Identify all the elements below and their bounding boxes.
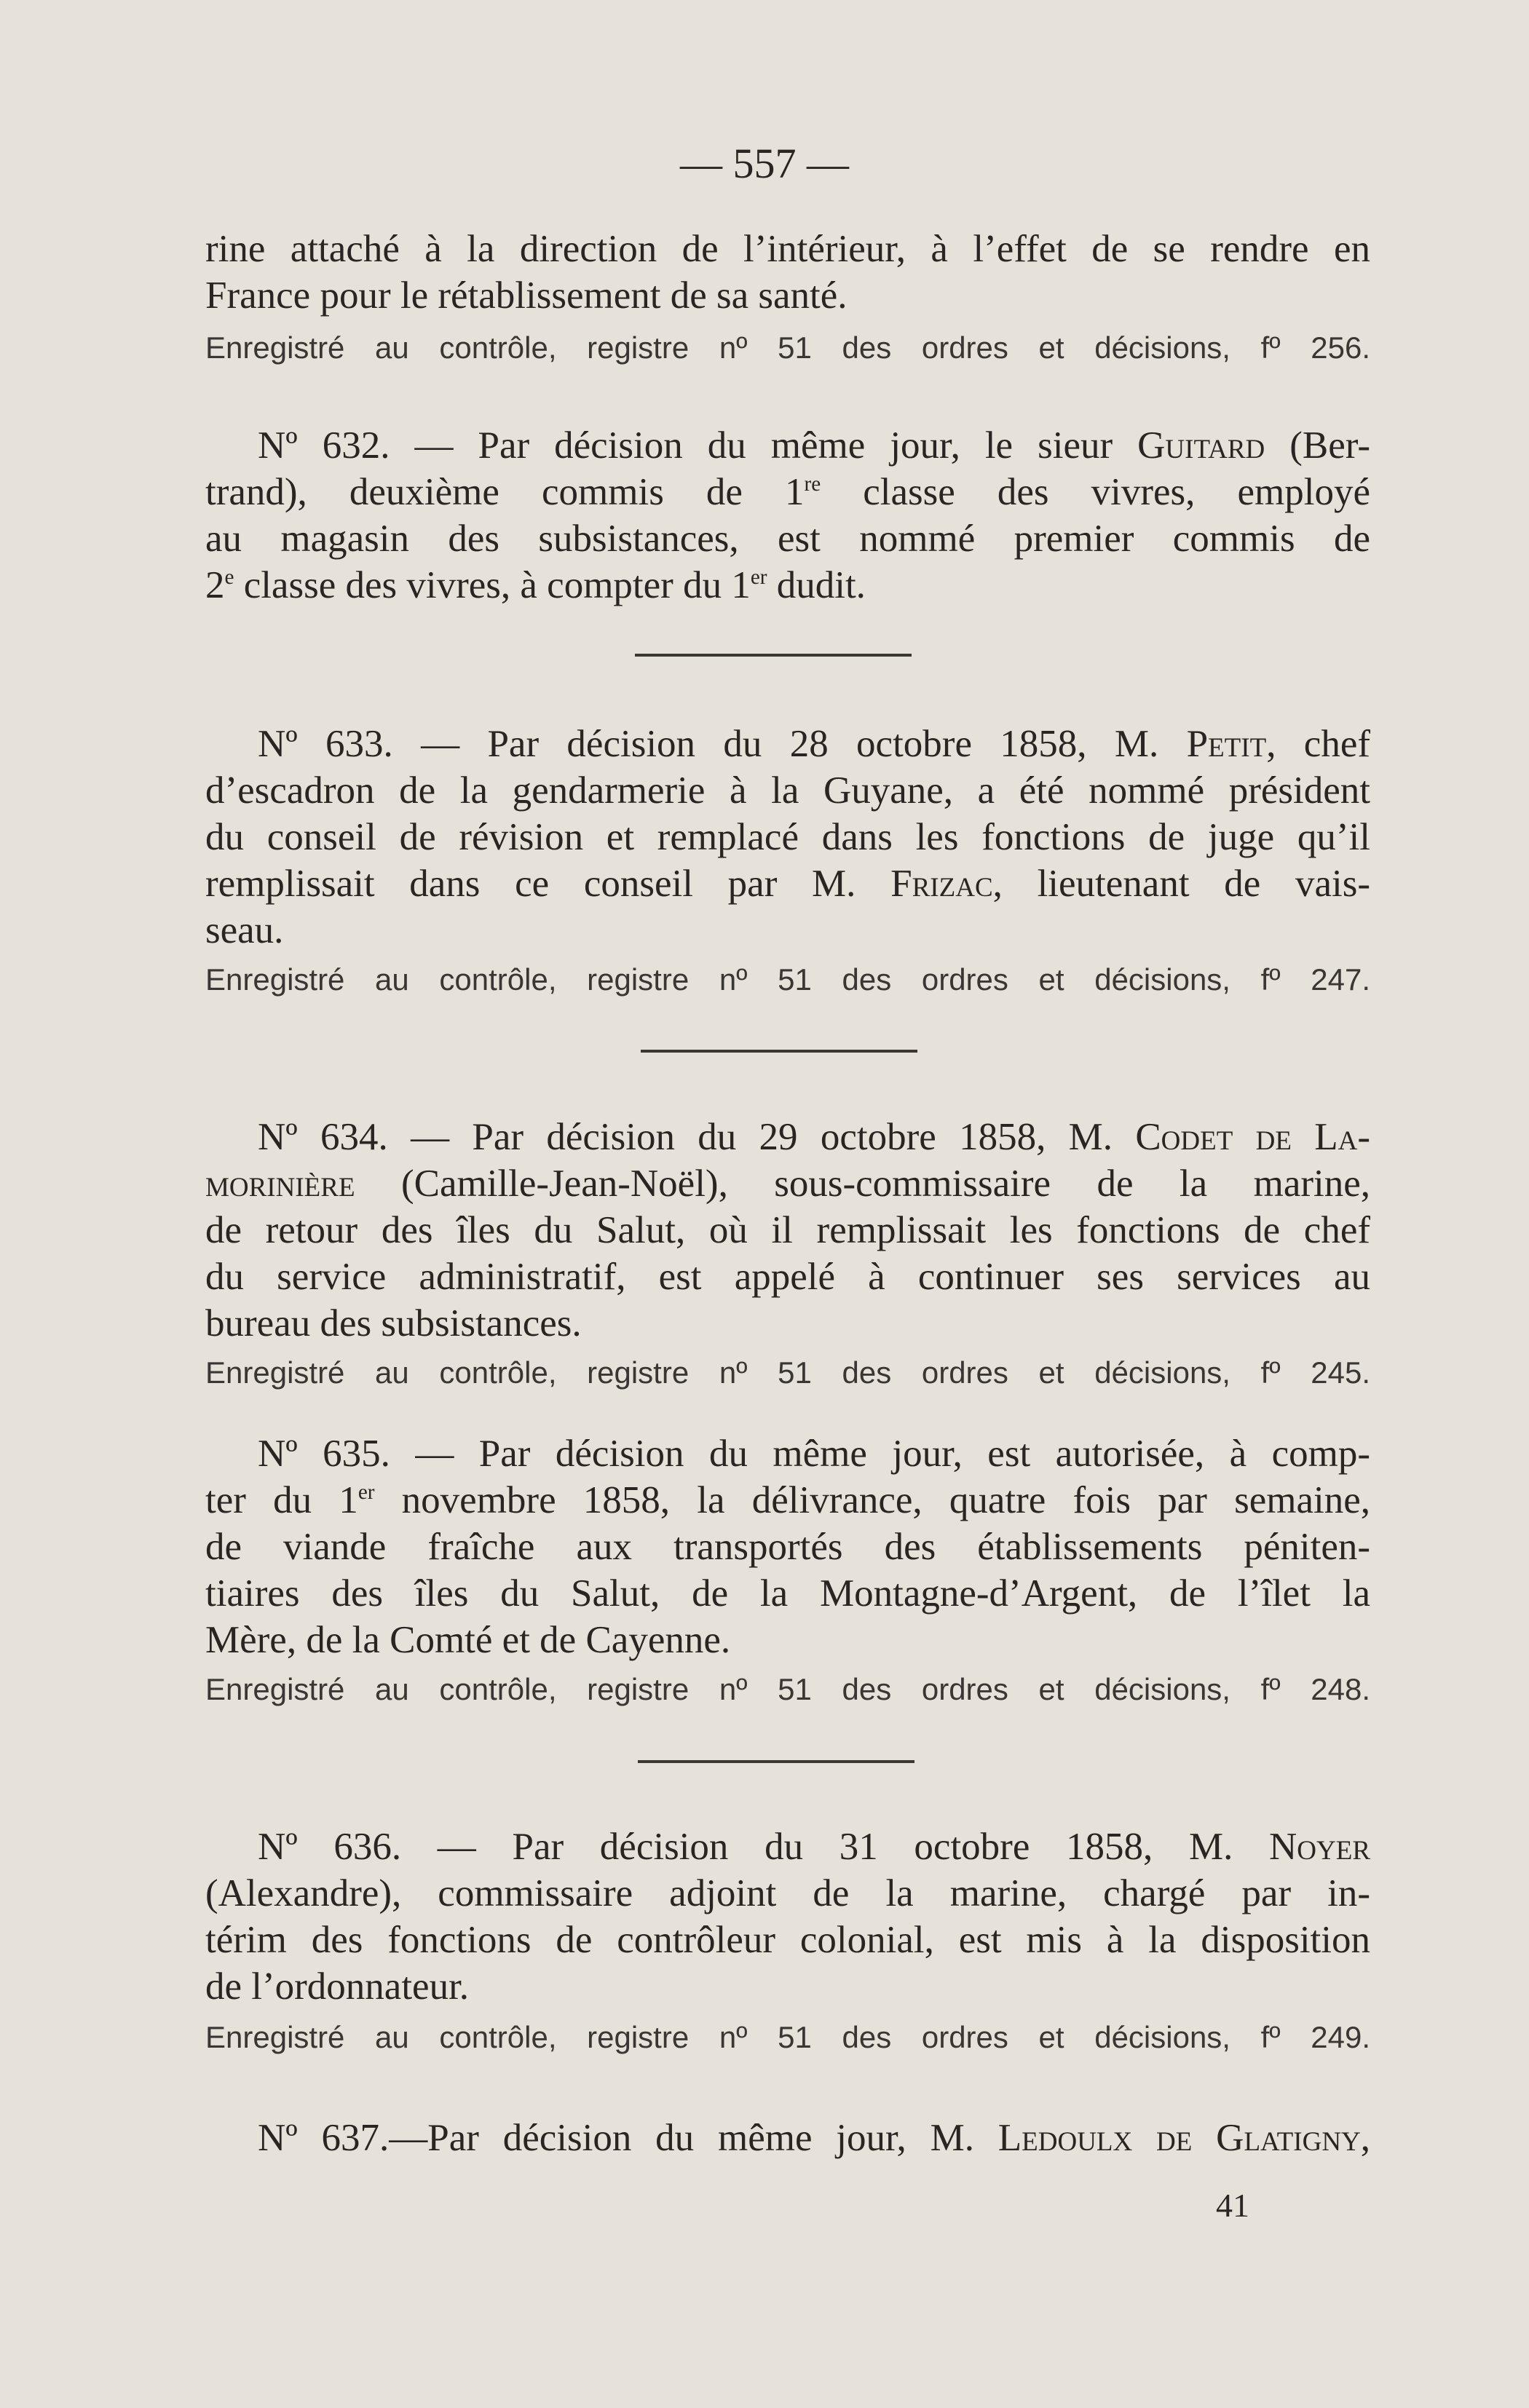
person-name: Petit	[1186, 723, 1267, 765]
registration-note: Enregistré au contrôle, registre nº 51 des ordres et décisions, fº 256.	[205, 330, 1370, 365]
text-segment: (Ber-	[1265, 424, 1370, 467]
text-line	[205, 562, 1370, 609]
person-name: morinière	[205, 1163, 355, 1205]
text-segment: 2	[205, 564, 225, 606]
text-line: Mère, de la Comté et de Cayenne.	[205, 1619, 731, 1661]
text-line: du service administratif, est appelé à continuer ses services au	[205, 1256, 1370, 1298]
text-line	[205, 2115, 1370, 2161]
text-line: France pour le rétablissement de sa santé.	[205, 274, 848, 317]
text-line	[205, 1477, 1370, 1524]
text-line: térim des fonctions de contrôleur colonial, est mis à la disposition	[205, 1919, 1370, 1961]
text-line	[205, 469, 1370, 515]
text-line	[205, 1114, 1370, 1160]
registration-note: Enregistré au contrôle, registre nº 51 des ordres et décisions, fº 248.	[205, 1672, 1370, 1706]
person-name: Frizac	[890, 863, 993, 905]
text-segment: Nº 634. — Par décision du 29 octobre 1858, M.	[258, 1116, 1136, 1158]
decision-634	[205, 1114, 1370, 1393]
text-segment: ter du 1	[205, 1479, 358, 1521]
text-line	[205, 1160, 1370, 1207]
text-line	[205, 1823, 1370, 1870]
text-segment: novembre 1858, la délivrance, quatre fois par semaine,	[374, 1479, 1370, 1521]
text-segment: , chef	[1266, 723, 1370, 765]
decision-633	[205, 721, 1370, 1000]
text-line: bureau des subsistances.	[205, 1302, 582, 1344]
registration-note: Enregistré au contrôle, registre nº 51 des ordres et décisions, fº 247.	[205, 962, 1370, 997]
signature-mark: 41	[1216, 2187, 1249, 2224]
person-name: Guitard	[1137, 424, 1265, 467]
section-divider	[641, 1050, 917, 1053]
decision-632	[205, 422, 1370, 609]
text-line: d’escadron de la gendarmerie à la Guyane, a été nommé président	[205, 769, 1370, 812]
registration-note: Enregistré au contrôle, registre nº 51 des ordres et décisions, fº 249.	[205, 2020, 1370, 2054]
superscript: er	[750, 566, 767, 590]
text-segment: Nº 632. — Par décision du même jour, le sieur	[258, 424, 1138, 467]
text-line: tiaires des îles du Salut, de la Montagne-d’Argent, de l’îlet la	[205, 1572, 1370, 1615]
text-segment: (Camille-Jean-Noël), sous-commissaire de la marine,	[355, 1163, 1370, 1205]
text-segment: remplissait dans ce conseil par M.	[205, 863, 891, 905]
section-divider	[638, 1760, 914, 1763]
text-segment: Nº 636. — Par décision du 31 octobre 1858, M.	[258, 1826, 1269, 1868]
text-line: au magasin des subsistances, est nommé premier commis de	[205, 518, 1370, 560]
page-header: — 557 —	[680, 140, 849, 187]
intro-paragraph	[205, 226, 1370, 368]
text-segment: classe des vivres, employé	[821, 471, 1370, 513]
text-segment: dudit.	[767, 564, 866, 606]
person-name: Codet de La-	[1135, 1116, 1370, 1158]
text-segment: Nº 637.—Par décision du même jour, M.	[258, 2117, 998, 2159]
text-segment: , lieutenant de vais-	[992, 863, 1370, 905]
text-line: de viande fraîche aux transportés des établissements péniten-	[205, 1526, 1370, 1568]
text-line	[205, 721, 1370, 767]
text-line: Nº 635. — Par décision du même jour, est autorisée, à comp-	[258, 1433, 1370, 1475]
text-line: de retour des îles du Salut, où il remplissait les fonctions de chef	[205, 1209, 1370, 1251]
text-segment: Nº 633. — Par décision du 28 octobre 1858, M.	[258, 723, 1187, 765]
text-line	[205, 422, 1370, 469]
superscript: e	[224, 566, 234, 590]
decision-636	[205, 1823, 1370, 2058]
person-name: Ledoulx de Glatigny	[997, 2117, 1361, 2159]
superscript: re	[804, 472, 821, 496]
superscript: er	[357, 1481, 375, 1505]
text-line: de l’ordonnateur.	[205, 1965, 470, 2008]
text-line	[205, 860, 1370, 907]
text-line: seau.	[205, 909, 284, 951]
text-segment: ,	[1360, 2117, 1371, 2159]
text-line: rine attaché à la direction de l’intérieur, à l’effet de se rendre en	[205, 228, 1370, 270]
text-segment: classe des vivres, à compter du 1	[234, 564, 751, 606]
registration-note: Enregistré au contrôle, registre nº 51 des ordres et décisions, fº 245.	[205, 1355, 1370, 1390]
text-segment: trand), deuxième commis de 1	[205, 471, 805, 513]
text-line: du conseil de révision et remplacé dans les fonctions de juge qu’il	[205, 816, 1370, 858]
person-name: Noyer	[1269, 1826, 1370, 1868]
section-divider	[635, 654, 912, 657]
text-line: (Alexandre), commissaire adjoint de la marine, chargé par in-	[205, 1872, 1370, 1914]
decision-637	[205, 2115, 1370, 2161]
decision-635	[205, 1430, 1370, 1710]
